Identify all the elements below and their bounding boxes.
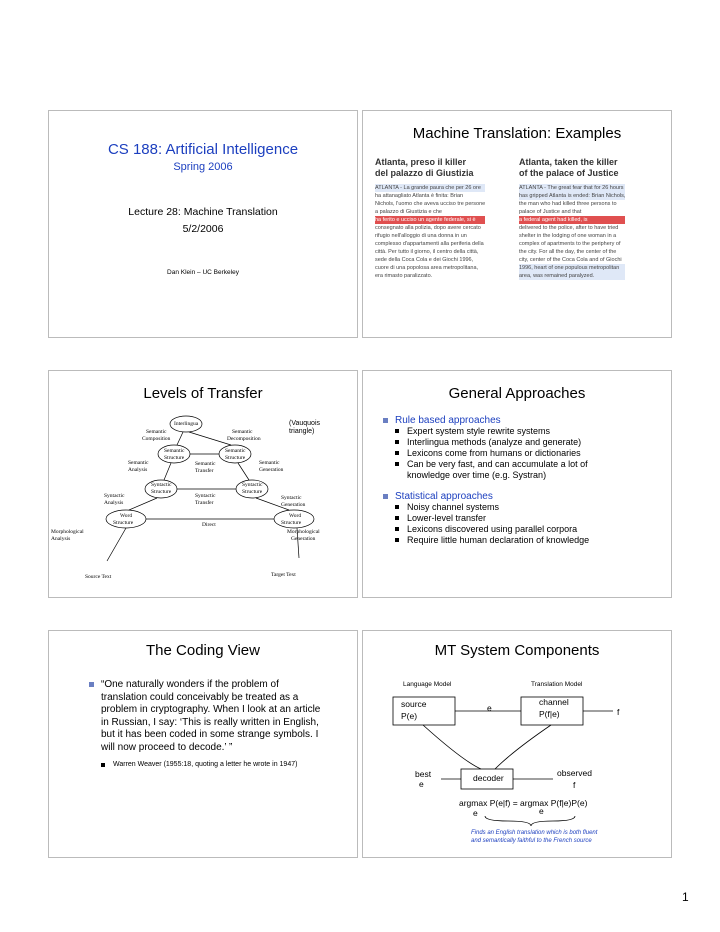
article-line: era rimasto paralizzato. [375, 273, 433, 279]
approaches-list [383, 415, 668, 546]
semantic-structure-label: Structure [225, 455, 246, 461]
syntactic-structure-label: Syntactic [151, 482, 172, 488]
morphological-analysis-label: Morphological [51, 529, 84, 535]
semantic-analysis-label: Semantic [128, 460, 149, 466]
italian-headline-2: del palazzo di Giustizia [375, 168, 474, 178]
slide-title: The Coding View [146, 642, 260, 659]
slide-levels-of-transfer [48, 370, 358, 598]
f-label: f [617, 707, 620, 717]
slide-general-approaches [362, 370, 672, 598]
article-line: a palazzo di Giustizia e che [375, 209, 442, 215]
list-item: Noisy channel systems [383, 502, 668, 513]
vauquois-note-1: (Vauquois [289, 420, 321, 427]
direct-label: Direct [202, 522, 216, 528]
article-line: city, center of the Coca Cola and of Giochi [519, 257, 622, 263]
article-line: complesso d'appartamenti alla periferia della [375, 241, 484, 247]
rule-based-heading: Rule based approaches [383, 415, 668, 426]
article-line: area, was remained paralyzed. [519, 272, 625, 280]
slide-coding-view [48, 630, 358, 858]
best-e-label: e [419, 779, 424, 789]
semantic-decomposition-label: Semantic [232, 429, 253, 435]
italian-headline-1: Atlanta, preso il killer [375, 157, 467, 167]
arrow [423, 725, 481, 769]
quote-line: problem in cryptography. When I look at an article [101, 704, 321, 715]
semantic-generation-label: Generation [259, 467, 284, 473]
list-item: Lower-level transfer [383, 513, 668, 524]
word-structure-label: Structure [113, 520, 134, 526]
argmax-formula: argmax P(e|f) = argmax P(f|e)P(e) [459, 798, 588, 808]
article-line: the man who had killed three persons to [519, 201, 617, 207]
quote-line: but it has been coded in some strange symbols. I [101, 729, 319, 740]
article-line: shelter in the lodging of one woman in a [519, 233, 617, 239]
list-item: Lexicons come from humans or dictionaries [383, 448, 668, 459]
syntactic-structure-label: Structure [151, 489, 172, 495]
noisy-channel-diagram [363, 631, 672, 858]
slide-title: Machine Translation: Examples [412, 125, 622, 142]
decoder-label: decoder [473, 773, 504, 783]
slide-title: Levels of Transfer [143, 385, 263, 402]
quote-line: in Russian, I say: ‘This is really written in English, [101, 716, 319, 728]
lecture-title: Lecture 28: Machine Translation [128, 206, 278, 218]
morphological-generation-label: Generation [291, 536, 316, 542]
list-item-continuation: knowledge over time (e.g. Systran) [407, 470, 547, 480]
slide-mt-components [362, 630, 672, 858]
english-headline-2: of the palace of Justice [519, 168, 619, 178]
article-line: rifugio nell'alloggio di una donna in un [375, 233, 467, 239]
article-line: a federal agent had killed, is [519, 216, 625, 224]
target-text-label: Target Text [271, 572, 296, 578]
list-item: Require little human declaration of knowledge [383, 535, 668, 546]
syntactic-transfer-label: Syntactic [195, 493, 216, 499]
semantic-generation-label: Semantic [259, 460, 280, 466]
best-label: best [415, 769, 432, 779]
quote-block [89, 679, 354, 754]
article-line: città. Per tutto il giorno, il centro della città, [375, 249, 479, 255]
semantic-transfer-label: Transfer [195, 468, 214, 474]
observed-label: observed [557, 768, 592, 778]
syntactic-transfer-label: Transfer [195, 500, 214, 506]
word-structure-label: Word [120, 513, 133, 519]
syntactic-generation-label: Generation [281, 502, 306, 508]
slide-mt-examples [362, 110, 672, 338]
italian-article [375, 184, 485, 280]
article-line: ha attanagliato Atlanta è finita: Brian [375, 193, 464, 199]
list-item: Interlingua methods (analyze and generate) [383, 437, 668, 448]
semantic-structure-label: Semantic [225, 448, 246, 454]
statistical-heading: Statistical approaches [383, 491, 668, 502]
vauquois-note-2: triangle) [289, 428, 315, 435]
quote-line: “One naturally wonders if the problem of [101, 679, 279, 690]
article-line: cuore di una popolosa area metropolitana, [375, 265, 479, 271]
list-item: Expert system style rewrite systems [383, 426, 668, 437]
channel-label: channel [539, 697, 569, 707]
formula-subscript-e: e [473, 808, 478, 818]
page-number: 1 [682, 890, 689, 904]
semantic-composition-label: Semantic [146, 429, 167, 435]
source-label: source [401, 699, 427, 709]
article-line: ATLANTA - La grande paura che per 26 ore [375, 184, 485, 192]
article-line: consegnato alla polizia, dopo avere cercato [375, 225, 481, 231]
article-line: ATLANTA - The great fear that for 26 hours [519, 185, 624, 191]
author: Dan Klein – UC Berkeley [167, 269, 239, 276]
arrow [495, 725, 551, 769]
lecture-date: 5/2/2006 [182, 223, 224, 235]
quote-line: will now proceed to decode.’ ” [101, 741, 233, 753]
syntactic-structure-label: Syntactic [242, 482, 263, 488]
semantic-structure-label: Structure [164, 455, 185, 461]
quote-line: translation could conceivably be treated as a [101, 691, 299, 703]
course-term: Spring 2006 [173, 161, 233, 173]
semantic-analysis-label: Analysis [128, 467, 148, 473]
semantic-decomposition-label: Decomposition [227, 436, 261, 442]
caption-line-1: Finds an English translation which is both fluent [471, 830, 598, 836]
source-text-label: Source Text [85, 574, 112, 580]
interlingua-label: Interlingua [174, 421, 199, 427]
formula-subscript-e: e [539, 806, 544, 816]
slide-title [48, 110, 358, 338]
article-line: sede della Coca Cola e dei Giochi 1996, [375, 257, 474, 263]
list-item: Can be very fast, and can accumulate a lot of [383, 459, 668, 470]
slide-title: General Approaches [448, 385, 586, 402]
article-line: 1996, heart of one populous metropolitan [519, 264, 625, 272]
channel-prob-label: P(f|e) [539, 709, 560, 719]
article-line: has gripped Atlanta is ended: Brian Nichols, [519, 193, 626, 199]
language-model-label: Language Model [403, 681, 452, 688]
translation-model-label: Translation Model [531, 681, 583, 688]
article-line: the city. For all the day, the center of the [519, 249, 617, 255]
word-structure-label: Word [289, 513, 302, 519]
observed-f-label: f [573, 780, 576, 790]
course-title: CS 188: Artificial Intelligence [107, 141, 299, 158]
semantic-transfer-label: Semantic [195, 461, 216, 467]
citation: Warren Weaver (1955:18, quoting a letter he wrote in 1947) [89, 760, 354, 769]
semantic-structure-label: Semantic [164, 448, 185, 454]
article-line: complex of apartments to the periphery of [519, 241, 621, 247]
syntactic-generation-label: Syntactic [281, 495, 302, 501]
caption-line-2: and semantically faithful to the French source [471, 838, 592, 844]
word-structure-label: Structure [281, 520, 302, 526]
e-label: e [487, 703, 492, 713]
syntactic-structure-label: Structure [242, 489, 263, 495]
morphological-analysis-label: Analysis [51, 536, 71, 542]
syntactic-analysis-label: Syntactic [104, 493, 125, 499]
article-line: palace of Justice and that [519, 209, 582, 215]
slide-title: MT System Components [434, 642, 600, 659]
brace [485, 816, 575, 826]
quote-list [89, 679, 354, 769]
article-line: Nichols, l'uomo che aveva ucciso tre persone [375, 201, 486, 207]
article-line: delivered to the police, after to have tried [519, 225, 619, 231]
list-item: Lexicons discovered using parallel corpora [383, 524, 668, 535]
source-prob-label: P(e) [401, 711, 418, 721]
article-line: ha ferito e ucciso un agente federale, si è [375, 216, 485, 224]
morphological-generation-label: Morphological [287, 529, 320, 535]
syntactic-analysis-label: Analysis [104, 500, 124, 506]
english-headline-1: Atlanta, taken the killer [519, 157, 618, 167]
semantic-composition-label: Composition [142, 436, 171, 442]
english-article [519, 184, 625, 280]
